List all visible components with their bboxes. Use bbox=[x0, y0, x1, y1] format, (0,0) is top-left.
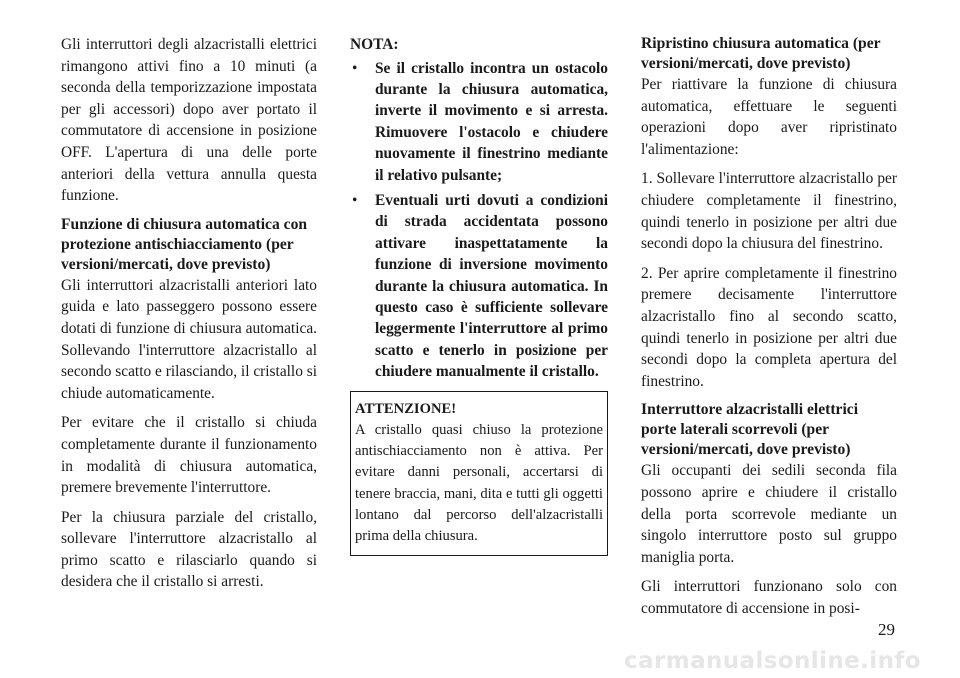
warning-box bbox=[350, 391, 608, 556]
warning-text: A cristallo quasi chiuso la protezione antischiacciamento non è attiva. Per evitare danni personali, accertarsi di tenere braccia, mani, dita e tutti gli oggetti lontano dal percorso dell'alzacristalli prima della chiusura. bbox=[355, 421, 603, 544]
note-title: NOTA: bbox=[350, 36, 399, 53]
note-list bbox=[350, 58, 608, 383]
paragraph-partial-close: Per la chiusura parziale del cristallo, sollevare l'interruttore alzacristallo al primo scatto e rilasciarlo quando si desidera che il cristallo si arresti. bbox=[61, 508, 317, 591]
heading-auto-up-pinch-protection: Funzione di chiusura automatica con protezione antischiacciamento (per versioni/mercati, dove previsto) bbox=[61, 215, 308, 273]
text-column-right bbox=[641, 34, 897, 619]
bullet-icon: • bbox=[352, 192, 358, 210]
note-item bbox=[350, 58, 608, 186]
watermark: carmanualsonline.info bbox=[624, 648, 921, 674]
paragraph-power-window-timeout: Gli interruttori degli alzacristalli elettrici rimangono attivi fino a 10 minuti (a seconda della temporizzazione impostata per gli accessori) dopo aver portato il commutatore di accensione in posizione OFF. L'apertura di una delle porte anteriori della vettura annulla questa funzione. bbox=[61, 36, 317, 205]
paragraph-stop-auto-close: Per evitare che il cristallo si chiuda completamente durante il funzionamento in modalità di chiusura automatica, premere brevemente l'interruttore. bbox=[61, 414, 317, 497]
text-column-middle bbox=[350, 34, 608, 556]
heading-reset-auto-close: Ripristino chiusura automatica (per versioni/mercati, dove previsto) bbox=[641, 35, 881, 72]
paragraph-switch-ignition: Gli interruttori funzionano solo con commutatore di accensione in posi- bbox=[641, 578, 897, 617]
note-item bbox=[350, 190, 608, 383]
paragraph-step-1: 1. Sollevare l'interruttore alzacristallo per chiudere completamente il finestrino, quindi tenerlo in posizione per altri due secondi dopo la chiusura del finestrino. bbox=[641, 170, 897, 253]
heading-sliding-door-switch: Interruttore alzacristalli elettrici porte laterali scorrevoli (per versioni/mercati, dove previsto) bbox=[641, 401, 859, 459]
text-column-left bbox=[61, 34, 317, 601]
paragraph-reset-intro: Per riattivare la funzione di chiusura automatica, effettuare le seguenti operazioni dopo aver ripristinato l'alimentazione: bbox=[641, 76, 897, 158]
page-number: 29 bbox=[878, 620, 895, 639]
paragraph-auto-up-description: Gli interruttori alzacristalli anteriori lato guida e lato passeggero possono essere dotati di funzione di chiusura automatica. Sollevando l'interruttore alzacristallo al secondo scatto e rilasciando, il cristallo si chiude automaticamente. bbox=[61, 276, 318, 402]
paragraph-sliding-door-description: Gli occupanti dei sedili seconda fila possono aprire e chiudere il cristallo della porta scorrevole mediante un singolo interruttore posto sul gruppo maniglia porta. bbox=[641, 462, 897, 566]
paragraph-step-2: 2. Per aprire completamente il finestrino premere decisamente l'interruttore alzacristallo fino al secondo scatto, quindi tenerlo in posizione per altri due secondi dopo la completa apertura del finestrino. bbox=[641, 264, 897, 390]
bullet-icon: • bbox=[352, 59, 358, 77]
note-item-text: Eventuali urti dovuti a condizioni di strada accidentata possono attivare inaspettatamente la funzione di inversione movimento durante la chiusura automatica. In questo caso è sufficiente sollevare leggermente l'interruttore al primo scatto e tenerlo in posizione per chiudere manualmente il cristallo. bbox=[375, 192, 608, 381]
warning-title: ATTENZIONE! bbox=[355, 400, 457, 417]
note-item-text: Se il cristallo incontra un ostacolo durante la chiusura automatica, inverte il movimento e si arresta. Rimuovere l'ostacolo e chiudere nuovamente il finestrino mediante il relativo pulsante; bbox=[375, 59, 608, 184]
